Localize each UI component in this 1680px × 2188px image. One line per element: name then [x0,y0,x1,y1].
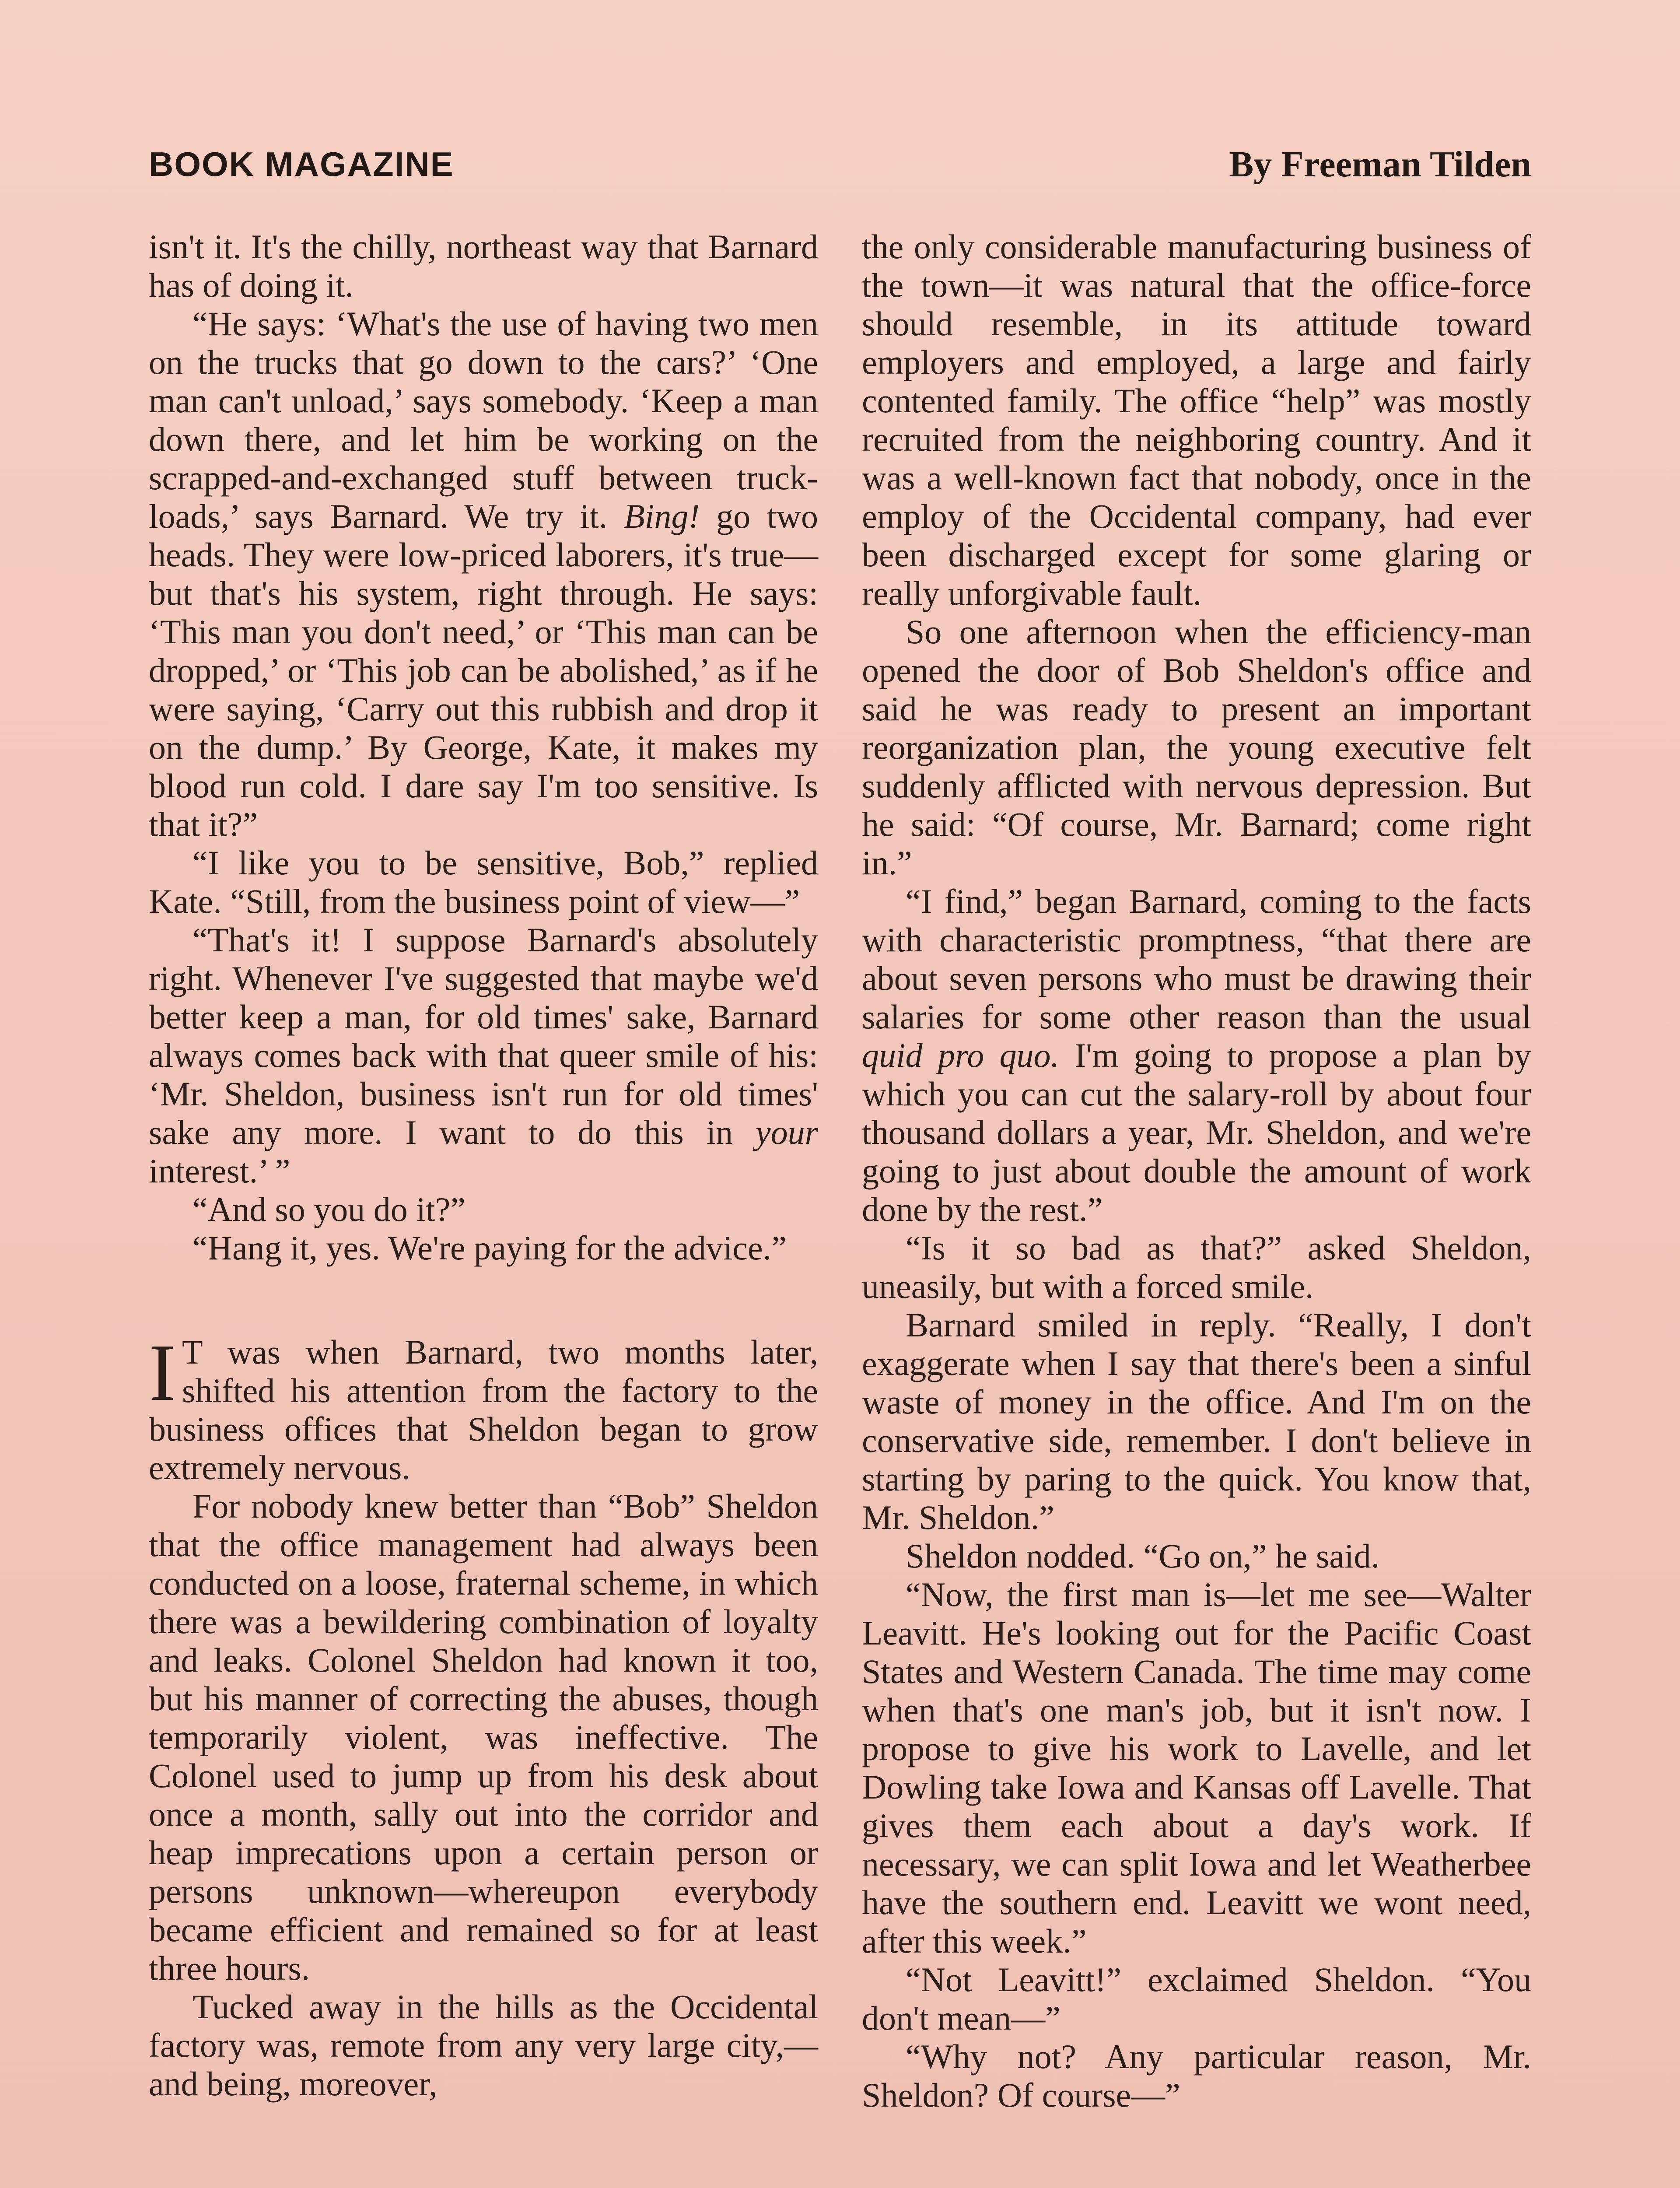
paragraph-italic: Bing! [624,497,700,535]
paragraph-text: interest.’ ” [149,1152,290,1190]
paragraph [149,921,818,1190]
paragraph-text: “He says: ‘What's the use of having two men on the trucks that go down to the cars?’ ‘One man can't unload,’ says somebody. ‘Keep a man down there, and let him be working on the scrapped-and-exchanged stuff between truck-loads,’ says Barnard. We try it. [149,305,818,535]
paragraph: “Hang it, yes. We're paying for the advice.” [192,1229,787,1267]
paragraph [149,305,818,844]
paragraph: Barnard smiled in reply. “Really, I don't exaggerate when I say that there's been a sinful waste of money in the office. And I'm on the conservative side, remember. I don't believe in starting by paring to the quick. You know that, Mr. Sheldon.” [862,1306,1531,1536]
paragraph-text: “I find,” began Barnard, coming to the facts with characteristic promptness, “that there are about seven persons who must be drawing their salaries for some other reason than the usual [862,882,1531,1036]
paragraph: So one afternoon when the efficiency-man opened the door of Bob Sheldon's office and said he was ready to present an important reorganization plan, the young executive felt suddenly afflicted with nervous depression. But he said: “Of course, Mr. Barnard; come right in.” [862,613,1531,882]
paragraph: “Now, the first man is—let me see—Walter Leavitt. He's looking out for the Pacific Coast States and Western Canada. The time may come when that's one man's job, but it isn't now. I propose to give his work to Lavelle, and let Dowling take Iowa and Kansas off Lavelle. That gives them each about a day's work. If necessary, we can split Iowa and let Weatherbee have the southern end. Leavitt we wont need, after this week.” [862,1575,1531,1960]
paragraph: Tucked away in the hills as the Occidental factory was, remote from any very large city,—and being, moreover, [149,1988,818,2103]
paragraph: For nobody knew better than “Bob” Sheldon that the office management had always been conducted on a loose, fraternal scheme, in which there was a bewildering combination of loyalty and leaks. Colonel Sheldon had known it too, but his manner of correcting the abuses, though temporarily violent, was ineffective. The Colonel used to jump up from his desk about once a month, sally out into the corridor and heap imprecations upon a certain person or persons unknown—whereupon everybody became efficient and remained so for at least three hours. [149,1487,818,1987]
paragraph: “Is it so bad as that?” asked Sheldon, uneasily, but with a forced smile. [862,1229,1531,1305]
paragraph-text: “That's it! I suppose Barnard's absolutely right. Whenever I've suggested that maybe we'd better keep a man, for old times' sake, Barnard always comes back with that queer smile of his: ‘Mr. Sheldon, business isn't run for old times' sake any more. I want to do this in [149,921,818,1151]
paragraph: “And so you do it?” [192,1190,466,1228]
magazine-title: BOOK MAGAZINE [149,144,454,183]
paragraph: “I like you to be sensitive, Bob,” replied Kate. “Still, from the business point of view—” [149,844,818,920]
paragraph: Sheldon nodded. “Go on,” he said. [906,1537,1380,1575]
paragraph-text: I'm going to propose a plan by which you can cut the salary-roll by about four thousand dollars a year, Mr. Sheldon, and we're going to just about double the amount of work done by the rest.” [862,1036,1532,1228]
paragraph: “Why not? Any particular reason, Mr. Sheldon? Of course—” [862,2037,1531,2114]
right-column [862,228,1531,2188]
section-start-paragraph [149,1328,818,1487]
paragraph-text: T was when Barnard, two months later, shifted his attention from the factory to the business offices that Sheldon began to grow extremely nervous. [149,1333,818,1487]
paragraph: “Not Leavitt!” exclaimed Sheldon. “You don't mean—” [862,1960,1531,2037]
paragraph-text: go two heads. They were low-priced laborers, it's true—but that's his system, right through. He says: ‘This man you don't need,’ or ‘This man can be dropped,’ or ‘This job can be abolished,’ as if he were saying, ‘Carry out this rubbish and drop it on the dump.’ By George, Kate, it makes my blood run cold. I dare say I'm too sensitive. Is that it?” [149,497,818,843]
paragraph: the only considerable manufacturing business of the town—it was natural that the office-force should resemble, in its attitude toward employers and employed, a large and fairly contented family. The office “help” was mostly recruited from the neighboring country. And it was a well-known fact that nobody, once in the employ of the Occidental company, had ever been discharged except for some glaring or really unforgivable fault. [862,228,1531,612]
paragraph-italic: your [756,1113,818,1151]
paragraph [862,882,1531,1229]
paragraph-italic: quid pro quo. [862,1036,1059,1074]
author-byline: By Freeman Tilden [1229,144,1531,185]
drop-cap: I [149,1328,176,1418]
article-body [149,228,1531,2188]
running-head [149,140,1531,188]
paragraph: isn't it. It's the chilly, northeast way that Barnard has of doing it. [149,228,818,304]
left-column [149,228,818,2188]
